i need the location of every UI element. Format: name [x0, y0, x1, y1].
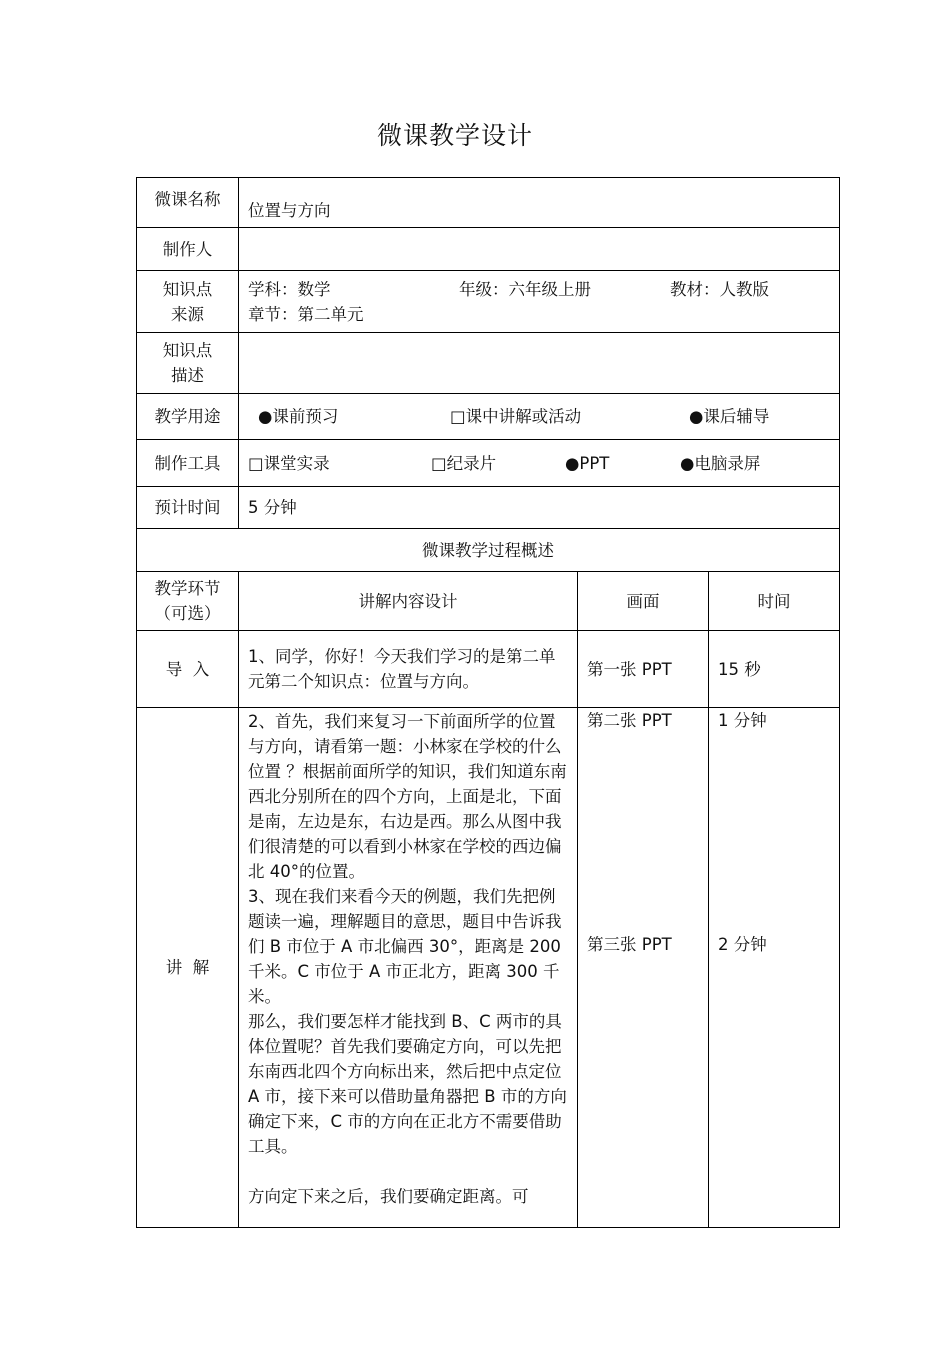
- value-knowledge-source: [239, 271, 840, 333]
- label-knowledge-source-line1: 知识点: [162, 279, 213, 299]
- row-duration: [137, 487, 840, 529]
- row-usage: [137, 394, 840, 440]
- row-tools: [137, 440, 840, 487]
- lecture-paragraph-2: 3、现在我们来看今天的例题，我们先把例题读一遍，理解题目的意思，题目中告诉我们 B 市位于 A 市北偏西 30°，距离是 200 千米。C 市位于 A 市正北方，距离 300 千米。: [248, 887, 562, 1006]
- lecture-stage: 讲 解: [137, 708, 239, 1228]
- header-stage-line2: （可选）: [154, 604, 221, 623]
- label-tools: 制作工具: [137, 440, 239, 487]
- label-duration: 预计时间: [137, 487, 239, 529]
- usage-option-after-class[interactable]: ●课后辅导: [689, 407, 770, 426]
- subject-field: 学科：数学: [248, 279, 331, 299]
- header-time: 时间: [709, 572, 840, 631]
- chapter-field: 章节：第二单元: [248, 304, 364, 324]
- row-intro: [137, 631, 840, 708]
- process-heading: 微课教学过程概述: [137, 529, 840, 572]
- header-screen: 画面: [578, 572, 709, 631]
- label-author: 制作人: [137, 228, 239, 271]
- lecture-screen: [578, 708, 709, 1228]
- value-tools: [239, 440, 840, 487]
- value-author: [239, 228, 840, 271]
- row-process-headers: [137, 572, 840, 631]
- tool-option-screen-record[interactable]: ●电脑录屏: [680, 453, 761, 473]
- row-lecture: [137, 708, 840, 1228]
- label-course-name: 微课名称: [137, 178, 239, 228]
- intro-time: 15 秒: [709, 631, 840, 708]
- value-duration: 5 分钟: [239, 487, 840, 529]
- grade-field: 年级：六年级上册: [459, 279, 591, 299]
- lecture-time-2: 2 分钟: [718, 935, 767, 954]
- tool-option-documentary[interactable]: □纪录片: [431, 453, 497, 473]
- lesson-design-table: [136, 177, 840, 1228]
- label-knowledge-desc: [137, 333, 239, 394]
- lecture-screen-2: 第三张 PPT: [587, 935, 672, 954]
- row-process-heading: [137, 529, 840, 572]
- tool-option-classroom-record[interactable]: □课堂实录: [248, 453, 330, 473]
- lecture-screen-1: 第二张 PPT: [587, 711, 672, 730]
- page-title: 微课教学设计: [376, 121, 533, 150]
- lecture-paragraph-4: 方向定下来之后，我们要确定距离。可: [248, 1187, 529, 1206]
- row-knowledge-source: [137, 271, 840, 333]
- row-course-name: [137, 178, 840, 228]
- header-content: 讲解内容设计: [239, 572, 578, 631]
- intro-content: 1、同学，你好！今天我们学习的是第二单元第二个知识点：位置与方向。: [239, 631, 578, 708]
- header-stage-line1: 教学环节: [154, 579, 221, 598]
- lecture-content: [239, 708, 578, 1228]
- label-usage: 教学用途: [137, 394, 239, 440]
- intro-screen: 第一张 PPT: [578, 631, 709, 708]
- label-knowledge-desc-line1: 知识点: [162, 341, 213, 360]
- lecture-paragraph-1: 2、首先，我们来复习一下前面所学的位置与方向，请看第一题：小林家在学校的什么位置 ？根据前面所学的知识，我们知道东南西北分别所在的四个方向，上面是北，下面是南，左边是东，右边是西。那么从图中我们很清楚的可以看到小林家在学校的西边偏北 40°的位置。: [248, 712, 567, 881]
- value-knowledge-desc: [239, 333, 840, 394]
- header-stage: [137, 572, 239, 631]
- value-course-name: 位置与方向: [239, 178, 840, 228]
- usage-option-preview[interactable]: ●课前预习: [258, 407, 339, 426]
- usage-option-in-class[interactable]: □课中讲解或活动: [450, 407, 582, 426]
- row-knowledge-desc: [137, 333, 840, 394]
- tool-option-ppt[interactable]: ●PPT: [565, 453, 610, 473]
- textbook-field: 教材：人教版: [670, 279, 769, 299]
- row-author: [137, 228, 840, 271]
- label-knowledge-source: [137, 271, 239, 333]
- lecture-time: [709, 708, 840, 1228]
- label-knowledge-source-line2: 来源: [171, 304, 204, 324]
- intro-stage: 导 入: [137, 631, 239, 708]
- label-knowledge-desc-line2: 描述: [171, 366, 204, 385]
- lecture-paragraph-3: 那么，我们要怎样才能找到 B、C 两市的具体位置呢？首先我们要确定方向，可以先把东南西北四个方向标出来，然后把中点定位 A 市，接下来可以借助量角器把 B 市的方向确定下来，C 市的方向在正北方不需要借助工具。: [248, 1012, 567, 1156]
- value-usage: [239, 394, 840, 440]
- lecture-time-1: 1 分钟: [718, 711, 767, 730]
